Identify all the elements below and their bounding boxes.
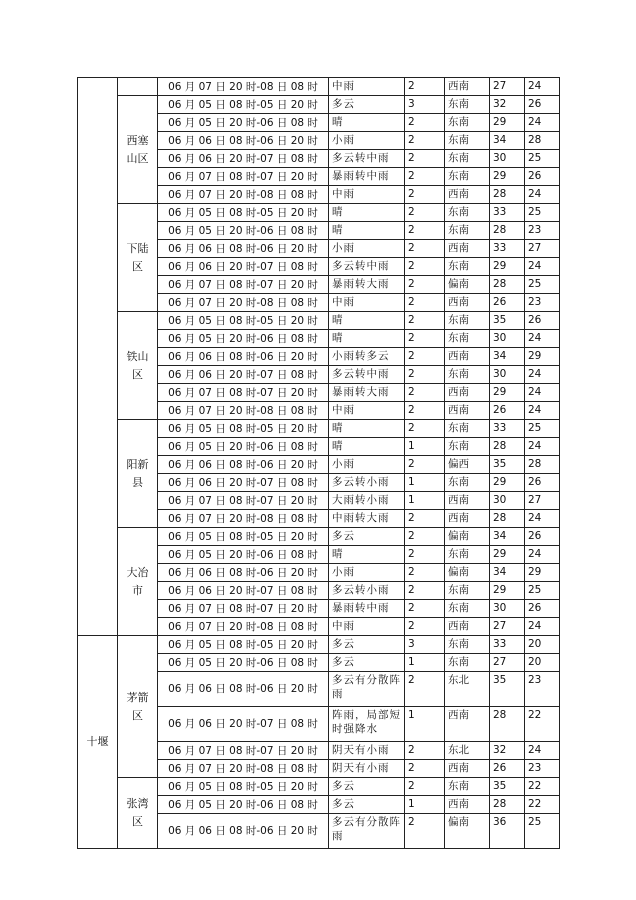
wind-level-cell: 2 (405, 420, 445, 438)
low-temp-cell: 29 (525, 348, 560, 366)
low-temp-cell: 26 (525, 168, 560, 186)
low-temp-cell: 24 (525, 186, 560, 204)
low-temp-cell: 28 (525, 132, 560, 150)
high-temp-cell: 27 (490, 654, 525, 672)
time-cell: 06 月 07 日 20 时-08 日 08 时 (158, 402, 329, 420)
wind-direction-cell: 东南 (445, 546, 490, 564)
wind-level-cell: 2 (405, 150, 445, 168)
wind-direction-cell: 西南 (445, 618, 490, 636)
wind-level-cell: 2 (405, 312, 445, 330)
weather-cell: 晴 (329, 420, 405, 438)
time-cell: 06 月 05 日 20 时-06 日 08 时 (158, 330, 329, 348)
time-cell: 06 月 07 日 20 时-08 日 08 时 (158, 510, 329, 528)
wind-level-cell: 2 (405, 114, 445, 132)
table-row (78, 96, 560, 114)
high-temp-cell: 32 (490, 96, 525, 114)
high-temp-cell: 35 (490, 778, 525, 796)
wind-level-cell: 2 (405, 168, 445, 186)
weather-cell: 多云转中雨 (329, 150, 405, 168)
time-cell: 06 月 07 日 20 时-08 日 08 时 (158, 760, 329, 778)
wind-direction-cell: 西南 (445, 492, 490, 510)
high-temp-cell: 27 (490, 78, 525, 96)
weather-cell: 多云 (329, 796, 405, 814)
low-temp-cell: 25 (525, 150, 560, 168)
time-cell: 06 月 05 日 20 时-06 日 08 时 (158, 438, 329, 456)
weather-cell: 中雨转大雨 (329, 510, 405, 528)
time-cell: 06 月 05 日 20 时-06 日 08 时 (158, 114, 329, 132)
weather-cell: 中雨 (329, 294, 405, 312)
wind-direction-cell: 东南 (445, 204, 490, 222)
wind-level-cell: 2 (405, 222, 445, 240)
weather-cell: 暴雨转大雨 (329, 276, 405, 294)
wind-level-cell: 2 (405, 204, 445, 222)
low-temp-cell: 25 (525, 582, 560, 600)
time-cell: 06 月 07 日 08 时-07 日 20 时 (158, 600, 329, 618)
wind-direction-cell: 西南 (445, 384, 490, 402)
district-cell: 西塞山区 (118, 96, 158, 204)
high-temp-cell: 27 (490, 618, 525, 636)
wind-direction-cell: 东南 (445, 366, 490, 384)
high-temp-cell: 33 (490, 240, 525, 258)
high-temp-cell: 33 (490, 420, 525, 438)
wind-level-cell: 1 (405, 438, 445, 456)
time-cell: 06 月 06 日 20 时-07 日 08 时 (158, 366, 329, 384)
high-temp-cell: 26 (490, 402, 525, 420)
wind-direction-cell: 西南 (445, 186, 490, 204)
low-temp-cell: 22 (525, 778, 560, 796)
weather-cell: 多云 (329, 778, 405, 796)
wind-level-cell: 2 (405, 132, 445, 150)
time-cell: 06 月 05 日 08 时-05 日 20 时 (158, 96, 329, 114)
weather-cell: 晴 (329, 204, 405, 222)
time-cell: 06 月 05 日 08 时-05 日 20 时 (158, 528, 329, 546)
wind-direction-cell: 东南 (445, 636, 490, 654)
low-temp-cell: 24 (525, 742, 560, 760)
low-temp-cell: 27 (525, 492, 560, 510)
high-temp-cell: 34 (490, 564, 525, 582)
high-temp-cell: 28 (490, 222, 525, 240)
time-cell: 06 月 07 日 08 时-07 日 20 时 (158, 276, 329, 294)
wind-direction-cell: 东南 (445, 438, 490, 456)
high-temp-cell: 35 (490, 672, 525, 707)
wind-direction-cell: 西南 (445, 294, 490, 312)
wind-level-cell: 2 (405, 366, 445, 384)
low-temp-cell: 24 (525, 546, 560, 564)
wind-level-cell: 2 (405, 564, 445, 582)
time-cell: 06 月 06 日 08 时-06 日 20 时 (158, 132, 329, 150)
district-cell: 阳新县 (118, 420, 158, 528)
wind-direction-cell: 偏南 (445, 528, 490, 546)
low-temp-cell: 24 (525, 384, 560, 402)
wind-direction-cell: 东南 (445, 654, 490, 672)
wind-direction-cell: 西南 (445, 240, 490, 258)
low-temp-cell: 24 (525, 78, 560, 96)
time-cell: 06 月 06 日 08 时-06 日 20 时 (158, 564, 329, 582)
wind-direction-cell: 西南 (445, 707, 490, 742)
time-cell: 06 月 06 日 08 时-06 日 20 时 (158, 456, 329, 474)
low-temp-cell: 25 (525, 420, 560, 438)
district-cell (118, 78, 158, 96)
weather-cell: 小雨转多云 (329, 348, 405, 366)
high-temp-cell: 32 (490, 742, 525, 760)
weather-cell: 多云转小雨 (329, 474, 405, 492)
low-temp-cell: 24 (525, 618, 560, 636)
wind-level-cell: 2 (405, 546, 445, 564)
wind-direction-cell: 东南 (445, 150, 490, 168)
low-temp-cell: 25 (525, 276, 560, 294)
time-cell: 06 月 06 日 08 时-06 日 20 时 (158, 672, 329, 707)
time-cell: 06 月 05 日 20 时-06 日 08 时 (158, 654, 329, 672)
low-temp-cell: 28 (525, 456, 560, 474)
table-row (78, 636, 560, 654)
time-cell: 06 月 06 日 08 时-06 日 20 时 (158, 240, 329, 258)
low-temp-cell: 25 (525, 204, 560, 222)
time-cell: 06 月 06 日 20 时-07 日 08 时 (158, 150, 329, 168)
wind-direction-cell: 东南 (445, 96, 490, 114)
weather-cell: 中雨 (329, 186, 405, 204)
wind-level-cell: 3 (405, 96, 445, 114)
wind-direction-cell: 西南 (445, 402, 490, 420)
low-temp-cell: 23 (525, 672, 560, 707)
wind-level-cell: 1 (405, 654, 445, 672)
high-temp-cell: 33 (490, 204, 525, 222)
high-temp-cell: 28 (490, 276, 525, 294)
weather-cell: 小雨 (329, 132, 405, 150)
weather-cell: 中雨 (329, 618, 405, 636)
city-cell: 十堰 (78, 636, 118, 849)
high-temp-cell: 35 (490, 312, 525, 330)
wind-level-cell: 2 (405, 510, 445, 528)
high-temp-cell: 34 (490, 132, 525, 150)
wind-direction-cell: 东南 (445, 420, 490, 438)
table-row (78, 204, 560, 222)
weather-cell: 小雨 (329, 240, 405, 258)
wind-level-cell: 2 (405, 672, 445, 707)
district-cell: 茅箭区 (118, 636, 158, 778)
table-row (78, 778, 560, 796)
wind-level-cell: 2 (405, 600, 445, 618)
weather-cell: 晴 (329, 438, 405, 456)
low-temp-cell: 24 (525, 438, 560, 456)
low-temp-cell: 26 (525, 600, 560, 618)
wind-direction-cell: 偏南 (445, 814, 490, 849)
high-temp-cell: 28 (490, 438, 525, 456)
weather-cell: 多云转中雨 (329, 258, 405, 276)
time-cell: 06 月 06 日 20 时-07 日 08 时 (158, 474, 329, 492)
low-temp-cell: 26 (525, 528, 560, 546)
time-cell: 06 月 06 日 20 时-07 日 08 时 (158, 582, 329, 600)
time-cell: 06 月 05 日 08 时-05 日 20 时 (158, 420, 329, 438)
high-temp-cell: 29 (490, 114, 525, 132)
wind-level-cell: 1 (405, 492, 445, 510)
weather-cell: 大雨转小雨 (329, 492, 405, 510)
low-temp-cell: 24 (525, 402, 560, 420)
high-temp-cell: 29 (490, 582, 525, 600)
wind-level-cell: 2 (405, 814, 445, 849)
wind-direction-cell: 偏西 (445, 456, 490, 474)
high-temp-cell: 28 (490, 186, 525, 204)
high-temp-cell: 36 (490, 814, 525, 849)
high-temp-cell: 29 (490, 384, 525, 402)
district-cell: 大冶市 (118, 528, 158, 636)
high-temp-cell: 30 (490, 330, 525, 348)
time-cell: 06 月 07 日 20 时-08 日 08 时 (158, 186, 329, 204)
wind-level-cell: 2 (405, 742, 445, 760)
high-temp-cell: 28 (490, 707, 525, 742)
wind-level-cell: 1 (405, 707, 445, 742)
low-temp-cell: 20 (525, 654, 560, 672)
weather-cell: 多云有分散阵雨 (329, 814, 405, 849)
wind-direction-cell: 东南 (445, 778, 490, 796)
time-cell: 06 月 07 日 08 时-07 日 20 时 (158, 492, 329, 510)
wind-direction-cell: 西南 (445, 796, 490, 814)
weather-cell: 小雨 (329, 564, 405, 582)
high-temp-cell: 29 (490, 474, 525, 492)
district-cell: 张湾区 (118, 778, 158, 849)
weather-cell: 暴雨转中雨 (329, 168, 405, 186)
weather-cell: 晴 (329, 330, 405, 348)
time-cell: 06 月 05 日 08 时-05 日 20 时 (158, 636, 329, 654)
time-cell: 06 月 06 日 20 时-07 日 08 时 (158, 707, 329, 742)
weather-cell: 中雨 (329, 78, 405, 96)
low-temp-cell: 20 (525, 636, 560, 654)
weather-cell: 暴雨转大雨 (329, 384, 405, 402)
table-row (78, 78, 560, 96)
weather-cell: 多云转中雨 (329, 366, 405, 384)
time-cell: 06 月 07 日 20 时-08 日 08 时 (158, 618, 329, 636)
weather-cell: 阵雨，局部短时强降水 (329, 707, 405, 742)
wind-direction-cell: 偏南 (445, 564, 490, 582)
high-temp-cell: 29 (490, 258, 525, 276)
time-cell: 06 月 05 日 08 时-05 日 20 时 (158, 204, 329, 222)
high-temp-cell: 29 (490, 168, 525, 186)
low-temp-cell: 23 (525, 760, 560, 778)
weather-cell: 小雨 (329, 456, 405, 474)
district-cell: 铁山区 (118, 312, 158, 420)
low-temp-cell: 27 (525, 240, 560, 258)
time-cell: 06 月 06 日 20 时-07 日 08 时 (158, 258, 329, 276)
wind-level-cell: 2 (405, 618, 445, 636)
wind-level-cell: 2 (405, 582, 445, 600)
table-row (78, 528, 560, 546)
high-temp-cell: 30 (490, 150, 525, 168)
time-cell: 06 月 05 日 20 时-06 日 08 时 (158, 222, 329, 240)
low-temp-cell: 25 (525, 814, 560, 849)
weather-cell: 多云转小雨 (329, 582, 405, 600)
low-temp-cell: 23 (525, 222, 560, 240)
low-temp-cell: 23 (525, 294, 560, 312)
low-temp-cell: 22 (525, 796, 560, 814)
wind-level-cell: 2 (405, 186, 445, 204)
wind-direction-cell: 西南 (445, 510, 490, 528)
low-temp-cell: 24 (525, 510, 560, 528)
weather-cell: 晴 (329, 114, 405, 132)
wind-level-cell: 1 (405, 474, 445, 492)
high-temp-cell: 28 (490, 510, 525, 528)
wind-direction-cell: 东北 (445, 672, 490, 707)
wind-direction-cell: 东南 (445, 114, 490, 132)
weather-cell: 多云 (329, 96, 405, 114)
low-temp-cell: 24 (525, 258, 560, 276)
wind-level-cell: 2 (405, 240, 445, 258)
weather-cell: 阴天有小雨 (329, 742, 405, 760)
wind-direction-cell: 东南 (445, 312, 490, 330)
time-cell: 06 月 05 日 08 时-05 日 20 时 (158, 778, 329, 796)
weather-cell: 晴 (329, 546, 405, 564)
time-cell: 06 月 07 日 08 时-07 日 20 时 (158, 742, 329, 760)
high-temp-cell: 30 (490, 366, 525, 384)
time-cell: 06 月 05 日 20 时-06 日 08 时 (158, 796, 329, 814)
wind-level-cell: 2 (405, 294, 445, 312)
wind-level-cell: 2 (405, 778, 445, 796)
table-row (78, 312, 560, 330)
weather-cell: 阴天有小雨 (329, 760, 405, 778)
high-temp-cell: 28 (490, 796, 525, 814)
low-temp-cell: 26 (525, 474, 560, 492)
high-temp-cell: 33 (490, 636, 525, 654)
weather-forecast-table (77, 77, 560, 849)
low-temp-cell: 22 (525, 707, 560, 742)
high-temp-cell: 26 (490, 294, 525, 312)
weather-cell: 暴雨转中雨 (329, 600, 405, 618)
weather-cell: 晴 (329, 312, 405, 330)
high-temp-cell: 34 (490, 528, 525, 546)
high-temp-cell: 35 (490, 456, 525, 474)
wind-direction-cell: 东北 (445, 742, 490, 760)
wind-level-cell: 1 (405, 796, 445, 814)
wind-level-cell: 2 (405, 258, 445, 276)
weather-cell: 多云 (329, 528, 405, 546)
high-temp-cell: 26 (490, 760, 525, 778)
weather-cell: 多云有分散阵雨 (329, 672, 405, 707)
wind-direction-cell: 东南 (445, 132, 490, 150)
wind-level-cell: 3 (405, 636, 445, 654)
low-temp-cell: 24 (525, 330, 560, 348)
wind-direction-cell: 东南 (445, 600, 490, 618)
time-cell: 06 月 06 日 08 时-06 日 20 时 (158, 814, 329, 849)
low-temp-cell: 29 (525, 564, 560, 582)
time-cell: 06 月 05 日 20 时-06 日 08 时 (158, 546, 329, 564)
wind-level-cell: 2 (405, 330, 445, 348)
high-temp-cell: 34 (490, 348, 525, 366)
wind-level-cell: 2 (405, 402, 445, 420)
wind-direction-cell: 偏南 (445, 276, 490, 294)
district-cell: 下陆区 (118, 204, 158, 312)
high-temp-cell: 30 (490, 600, 525, 618)
weather-cell: 晴 (329, 222, 405, 240)
wind-direction-cell: 东南 (445, 330, 490, 348)
wind-direction-cell: 东南 (445, 168, 490, 186)
time-cell: 06 月 05 日 08 时-05 日 20 时 (158, 312, 329, 330)
wind-level-cell: 2 (405, 78, 445, 96)
city-cell (78, 78, 118, 636)
weather-cell: 多云 (329, 636, 405, 654)
low-temp-cell: 26 (525, 312, 560, 330)
wind-direction-cell: 东南 (445, 258, 490, 276)
wind-direction-cell: 东南 (445, 474, 490, 492)
wind-level-cell: 2 (405, 528, 445, 546)
wind-level-cell: 2 (405, 760, 445, 778)
high-temp-cell: 30 (490, 492, 525, 510)
wind-level-cell: 2 (405, 384, 445, 402)
high-temp-cell: 29 (490, 546, 525, 564)
time-cell: 06 月 07 日 08 时-07 日 20 时 (158, 384, 329, 402)
wind-direction-cell: 东南 (445, 582, 490, 600)
wind-direction-cell: 西南 (445, 78, 490, 96)
low-temp-cell: 26 (525, 96, 560, 114)
time-cell: 06 月 07 日 20 时-08 日 08 时 (158, 78, 329, 96)
time-cell: 06 月 07 日 08 时-07 日 20 时 (158, 168, 329, 186)
wind-direction-cell: 西南 (445, 760, 490, 778)
weather-cell: 中雨 (329, 402, 405, 420)
wind-level-cell: 2 (405, 348, 445, 366)
table-row (78, 420, 560, 438)
low-temp-cell: 24 (525, 114, 560, 132)
wind-direction-cell: 东南 (445, 222, 490, 240)
time-cell: 06 月 07 日 20 时-08 日 08 时 (158, 294, 329, 312)
time-cell: 06 月 06 日 08 时-06 日 20 时 (158, 348, 329, 366)
forecast-table-body (78, 78, 560, 849)
wind-level-cell: 2 (405, 276, 445, 294)
wind-direction-cell: 西南 (445, 348, 490, 366)
weather-cell: 多云 (329, 654, 405, 672)
low-temp-cell: 24 (525, 366, 560, 384)
wind-level-cell: 2 (405, 456, 445, 474)
